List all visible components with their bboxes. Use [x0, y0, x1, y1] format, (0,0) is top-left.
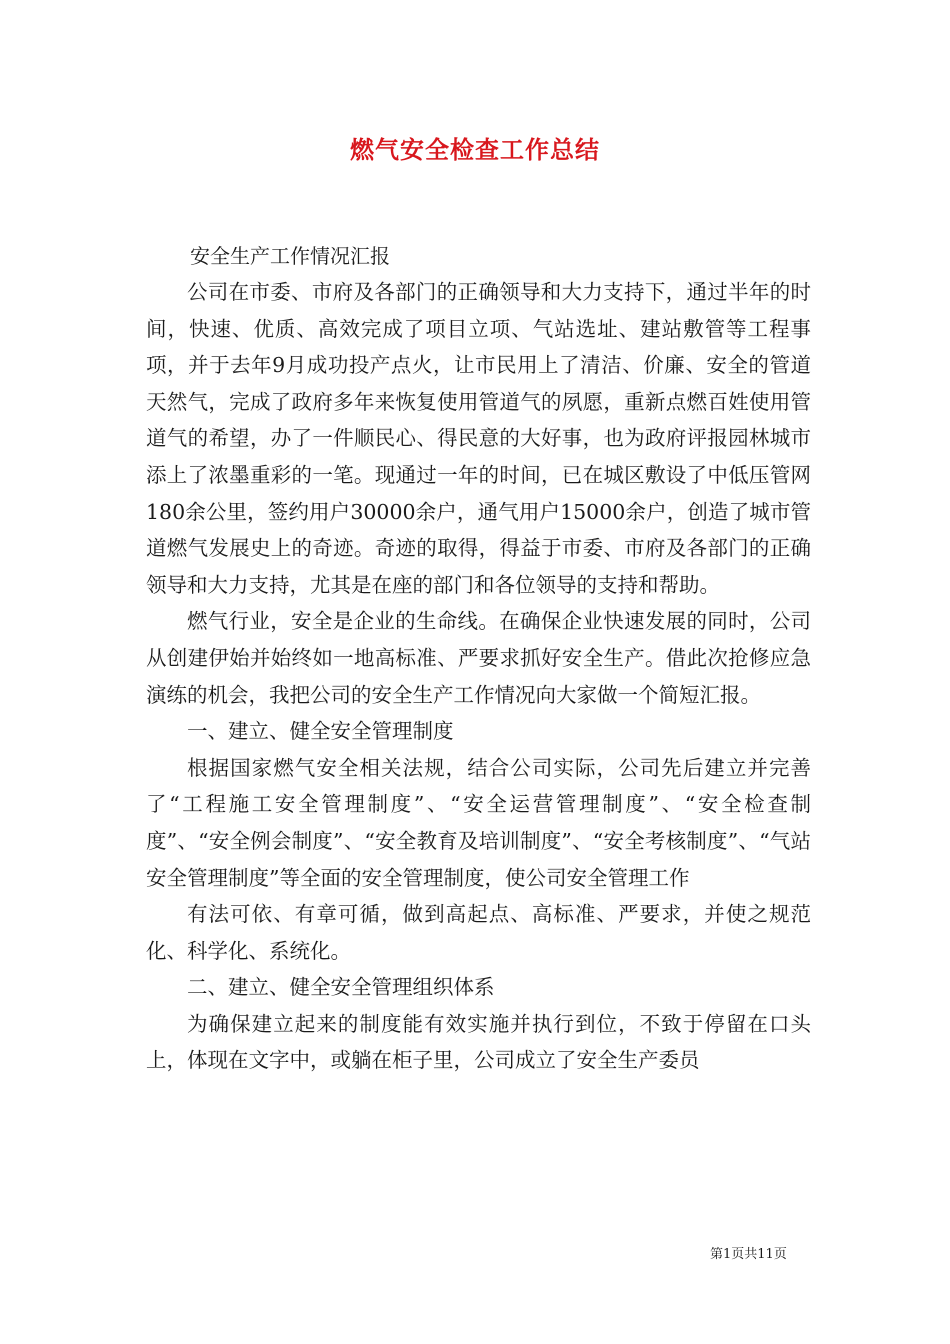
paragraph: 根据国家燃气安全相关法规，结合公司实际，公司先后建立并完善了“工程施工安全管理制度”、“安全运营管理制度”、“安全检查制度”、“安全例会制度”、“安全教育及培训制度”、“安全考核制度”、“气站安全管理制度”等全面的安全管理制度，使公司安全管理工作	[146, 755, 811, 890]
document-title: 燃气安全检查工作总结	[350, 135, 600, 164]
subheading: 安全生产工作情况汇报	[190, 244, 390, 268]
document-body	[146, 274, 811, 1079]
paragraph: 燃气行业，安全是企业的生命线。在确保企业快速发展的同时，公司从创建伊始并始终如一地高标准、严要求抓好安全生产。借此次抢修应急演练的机会，我把公司的安全生产工作情况向大家做一个简短汇报。	[146, 609, 811, 707]
paragraph: 有法可依、有章可循，做到高起点、高标准、严要求，并使之规范化、科学化、系统化。	[146, 902, 811, 963]
paragraph: 公司在市委、市府及各部门的正确领导和大力支持下，通过半年的时间，快速、优质、高效完成了项目立项、气站选址、建站敷管等工程事项，并于去年9月成功投产点火，让市民用上了清洁、价廉、安全的管道天然气，完成了政府多年来恢复使用管道气的夙愿，重新点燃百姓使用管道气的希望，办了一件顺民心、得民意的大好事，也为政府评报园林城市添上了浓墨重彩的一笔。现通过一年的时间，已在城区敷设了中低压管网180余公里，签约用户30000余户，通气用户15000余户，创造了城市管道燃气发展史上的奇迹。奇迹的取得，得益于市委、市府及各部门的正确领导和大力支持，尤其是在座的部门和各位领导的支持和帮助。	[146, 280, 811, 597]
section-heading: 一、建立、健全安全管理制度	[187, 719, 454, 744]
section-heading: 二、建立、健全安全管理组织体系	[187, 975, 495, 1000]
page-number: 第1页共11页	[710, 1247, 787, 1262]
paragraph: 为确保建立起来的制度能有效实施并执行到位，不致于停留在口头上，体现在文字中，或躺在柜子里，公司成立了安全生产委员	[146, 1011, 811, 1073]
